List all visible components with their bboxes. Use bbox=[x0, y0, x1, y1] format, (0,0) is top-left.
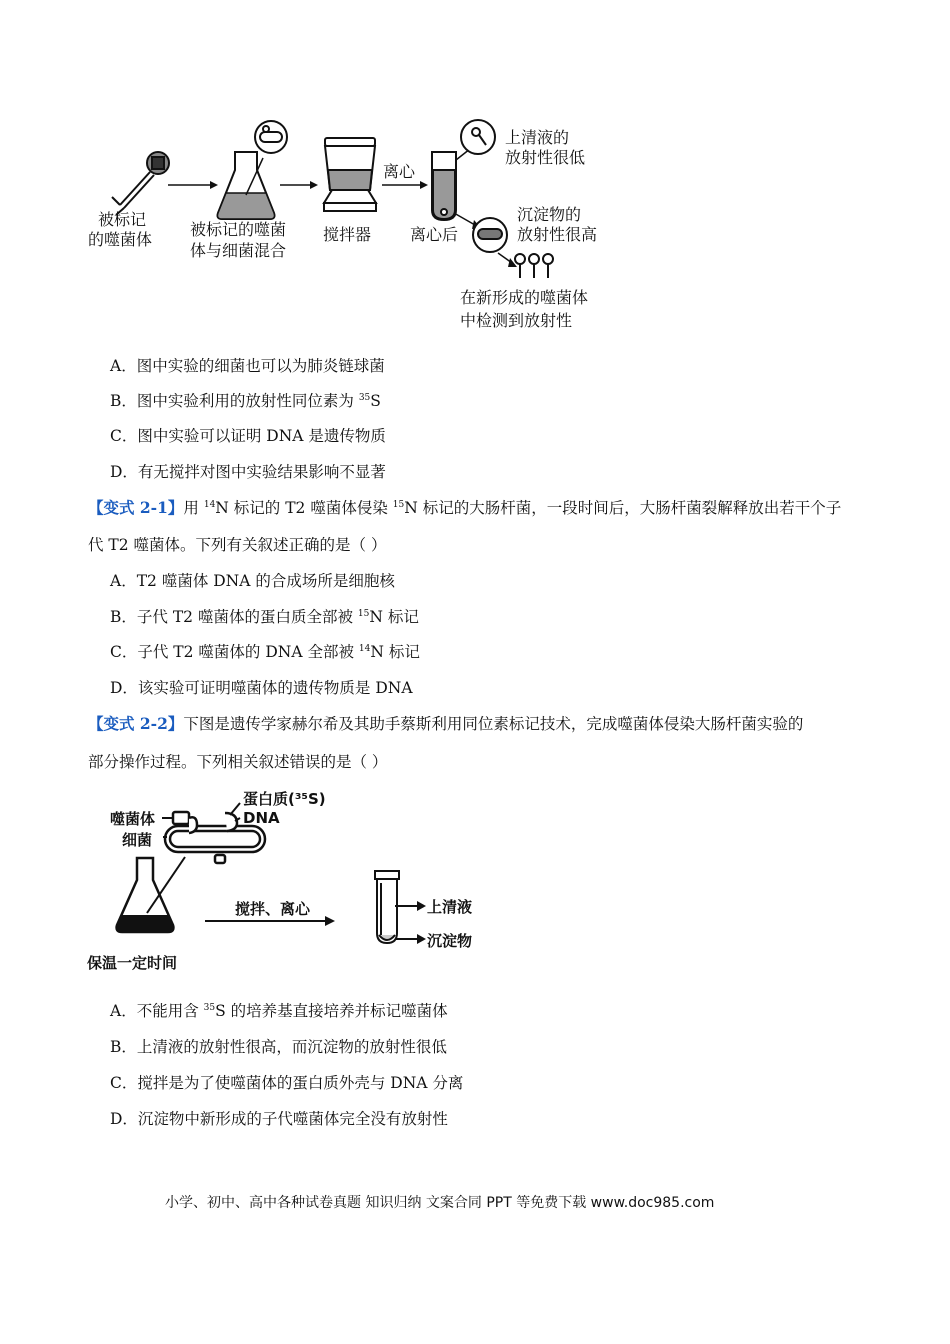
q3-option-a-sup: 35 bbox=[203, 1002, 216, 1013]
q2-option-b-post: N 标记 bbox=[369, 608, 419, 626]
figure-2 bbox=[85, 785, 495, 975]
label-precipitate-2: 放射性很高 bbox=[517, 225, 598, 244]
label-bacteria: 细菌 bbox=[122, 831, 153, 849]
label-incubate: 保温一定时间 bbox=[87, 954, 178, 972]
label-after-centrifuge: 离心后 bbox=[410, 225, 459, 244]
q2-option-c-post: N 标记 bbox=[370, 643, 420, 661]
q3-line1: 下图是遗传学家赫尔希及其助手蔡斯利用同位素标记技术，完成噬菌体侵染大肠杆菌实验的 bbox=[183, 715, 804, 733]
label-labeled-phage-1: 被标记 bbox=[98, 210, 147, 229]
q2-line1-c: N 标记的大肠杆菌，一段时间后，大肠杆菌裂解释放出若干个子 bbox=[404, 499, 842, 517]
label-arrow-stir-centrifuge: 搅拌、离心 bbox=[235, 900, 311, 918]
q1-option-b-pre: B．图中实验利用的放射性同位素为 bbox=[110, 392, 359, 410]
label-mix-2: 体与细菌混合 bbox=[190, 241, 287, 260]
q2-sup1: 14 bbox=[203, 499, 216, 510]
label-phage: 噬菌体 bbox=[110, 810, 156, 828]
flask-icon bbox=[117, 857, 185, 932]
label-supernatant: 上清液 bbox=[427, 898, 473, 916]
page-footer: 小学、初中、高中各种试卷真题 知识归纳 文案合同 PPT 等免费下载 www.doc985.com bbox=[165, 1195, 715, 1211]
q2-option-c-pre: C．子代 T2 噬菌体的 DNA 全部被 bbox=[110, 643, 359, 661]
supernatant-zoom-icon bbox=[461, 120, 495, 154]
label-labeled-phage-2: 的噬菌体 bbox=[88, 230, 153, 249]
label-precipitate-1: 沉淀物的 bbox=[517, 205, 582, 224]
q1-option-b bbox=[110, 391, 381, 411]
q1-option-c: C．图中实验可以证明 DNA 是遗传物质 bbox=[110, 427, 386, 445]
q2-line1-b: N 标记的 T2 噬菌体侵染 bbox=[215, 499, 393, 517]
q2-sup2: 15 bbox=[392, 499, 405, 510]
q1-option-b-post: S bbox=[370, 392, 381, 410]
label-dna: DNA bbox=[243, 809, 280, 827]
q3-tag: 【变式 2-2】 bbox=[88, 714, 184, 733]
q3-option-d: D．沉淀物中新形成的子代噬菌体完全没有放射性 bbox=[110, 1110, 448, 1128]
q3-option-a-pre: A．不能用含 bbox=[110, 1002, 204, 1020]
label-mix-1: 被标记的噬菌 bbox=[190, 220, 287, 239]
phage-bacteria-zoom-icon bbox=[255, 121, 287, 153]
label-centrifuge-arrow: 离心 bbox=[383, 162, 416, 181]
q2-option-a: A．T2 噬菌体 DNA 的合成场所是细胞核 bbox=[110, 572, 395, 590]
q2-option-b bbox=[110, 607, 419, 627]
q2-option-b-pre: B．子代 T2 噬菌体的蛋白质全部被 bbox=[110, 608, 358, 626]
label-protein: 蛋白质(³⁵S) bbox=[243, 790, 326, 808]
labeled-phage-icon bbox=[112, 152, 169, 215]
label-blender: 搅拌器 bbox=[323, 225, 372, 244]
q2-line1-a: 用 bbox=[183, 499, 204, 517]
label-supernatant-2: 放射性很低 bbox=[505, 148, 586, 167]
q3-option-a bbox=[110, 1001, 448, 1021]
q2-stem-line1 bbox=[88, 498, 841, 518]
q3-stem-line2: 部分操作过程。下列相关叙述错误的是（ ） bbox=[88, 753, 388, 771]
q2-option-c bbox=[110, 642, 420, 662]
q2-option-d: D．该实验可证明噬菌体的遗传物质是 DNA bbox=[110, 679, 413, 697]
precipitate-zoom-icon bbox=[473, 218, 507, 252]
label-new-phage-2: 中检测到放射性 bbox=[460, 311, 573, 330]
blender-icon bbox=[324, 138, 376, 211]
q1-option-b-sup: 35 bbox=[358, 392, 371, 403]
q2-option-b-sup: 15 bbox=[357, 608, 370, 619]
flask-icon bbox=[218, 152, 275, 219]
q2-option-c-sup: 14 bbox=[358, 643, 371, 654]
figure-1 bbox=[80, 115, 640, 340]
q1-option-a: A．图中实验的细菌也可以为肺炎链球菌 bbox=[110, 357, 385, 375]
q1-option-d: D．有无搅拌对图中实验结果影响不显著 bbox=[110, 463, 386, 481]
label-new-phage-1: 在新形成的噬菌体 bbox=[460, 288, 589, 307]
label-supernatant-1: 上清液的 bbox=[505, 128, 570, 147]
bacterium-icon bbox=[165, 826, 265, 852]
q3-option-c: C．搅拌是为了使噬菌体的蛋白质外壳与 DNA 分离 bbox=[110, 1074, 464, 1092]
q3-option-a-post: S 的培养基直接培养并标记噬菌体 bbox=[215, 1002, 448, 1020]
q3-option-b: B．上清液的放射性很高，而沉淀物的放射性很低 bbox=[110, 1038, 447, 1056]
centrifuge-tube-icon bbox=[432, 152, 456, 220]
new-phage-icons bbox=[515, 254, 553, 278]
q2-stem-line2: 代 T2 噬菌体。下列有关叙述正确的是（ ） bbox=[88, 536, 387, 554]
q2-tag: 【变式 2-1】 bbox=[88, 498, 184, 517]
q3-stem-line1 bbox=[88, 714, 803, 734]
label-precipitate: 沉淀物 bbox=[427, 932, 473, 950]
